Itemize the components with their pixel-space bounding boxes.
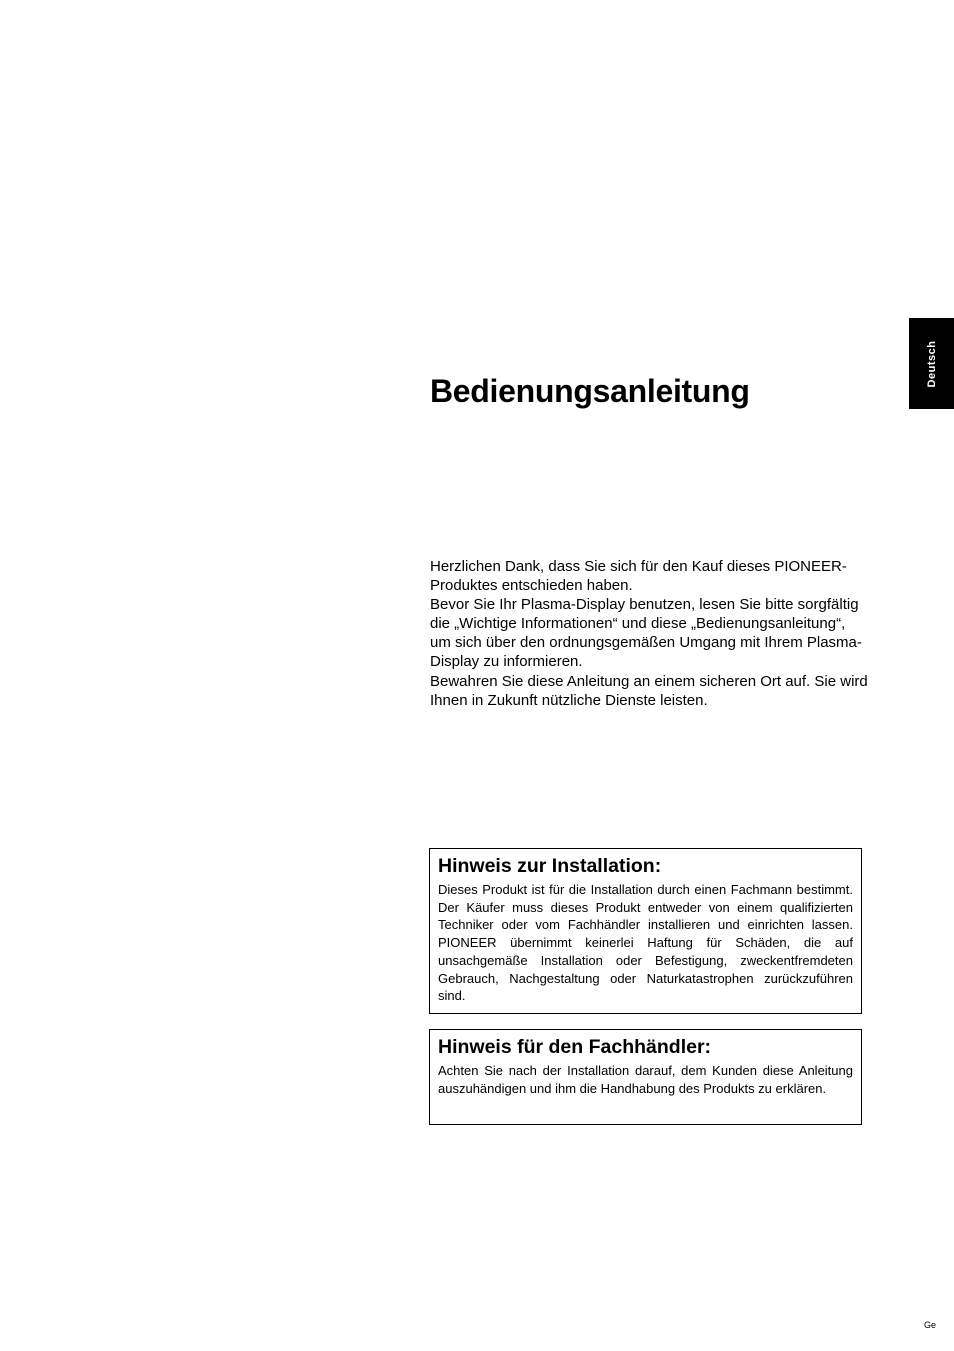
intro-paragraph: Bevor Sie Ihr Plasma-Display benutzen, lesen Sie bitte sorgfältig die „Wichtige Informationen“ und diese „Bedienungsanleitung“, um sich über den ordnungsgemäßen Umgang mit Ihrem Plasma-Display zu informieren. xyxy=(430,596,862,671)
installation-notice-box xyxy=(429,848,862,1014)
page-language-code: Ge xyxy=(924,1320,937,1330)
intro-paragraph: Herzlichen Dank, dass Sie sich für den Kauf dieses PIONEER-Produktes entschieden haben. xyxy=(430,558,847,595)
language-tab xyxy=(909,318,954,409)
page-title: Bedienungsanleitung xyxy=(430,373,750,409)
installation-notice-title: Hinweis zur Installation: xyxy=(438,855,662,877)
dealer-notice-box xyxy=(429,1029,862,1125)
intro-text xyxy=(430,557,870,710)
installation-notice-body: Dieses Produkt ist für die Installation durch einen Fachmann bestimmt. Der Käufer muss dieses Produkt entweder von einem qualifizierten Techniker oder vom Fachhändler installieren und einrichten lassen. PIONEER übernimmt keinerlei Haftung für Schäden, die auf unsachgemäße Installation oder Befestigung, zweckentfremdeten Gebrauch, Nachgestaltung oder Naturkatastrophen zurückzuführen sind. xyxy=(438,882,853,1004)
intro-paragraph: Bewahren Sie diese Anleitung an einem sicheren Ort auf. Sie wird Ihnen in Zukunft nützliche Dienste leisten. xyxy=(430,672,868,709)
language-tab-label: Deutsch xyxy=(925,340,938,387)
dealer-notice-title: Hinweis für den Fachhändler: xyxy=(438,1036,712,1058)
dealer-notice-body: Achten Sie nach der Installation darauf, dem Kunden diese Anleitung auszuhändigen und ihm die Handhabung des Produkts zu erklären. xyxy=(438,1063,853,1096)
